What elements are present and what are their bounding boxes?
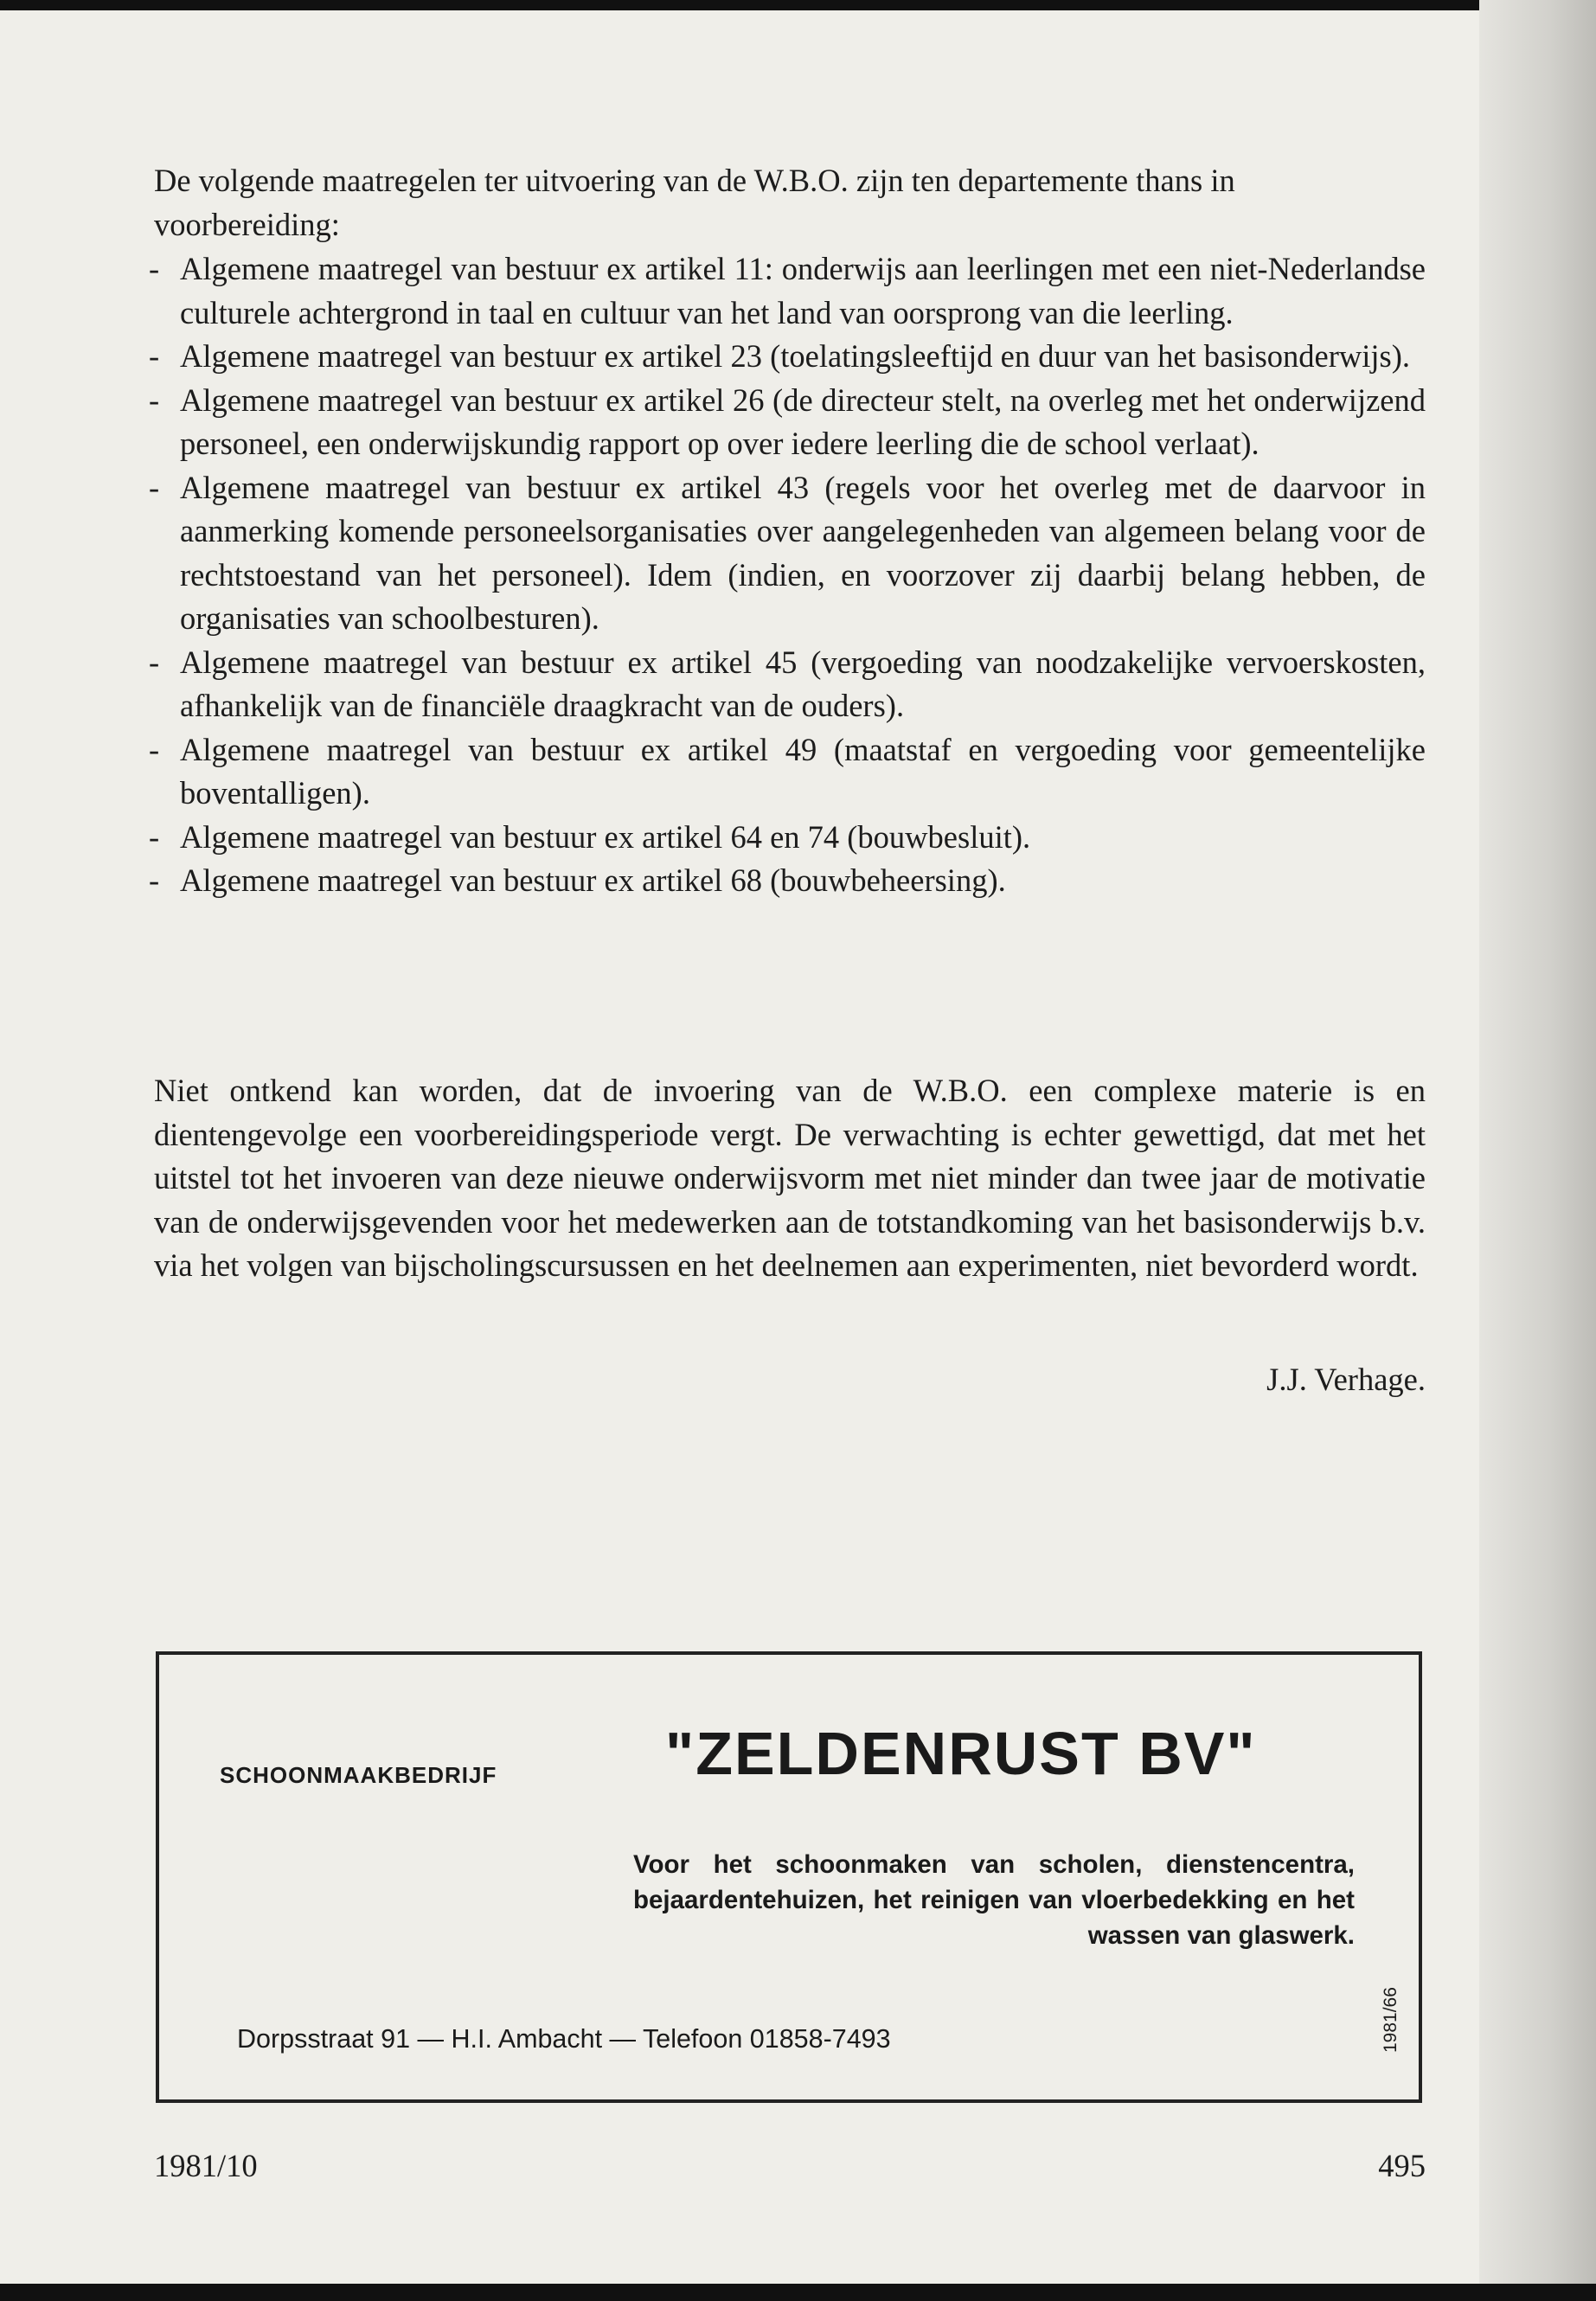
scan-bottom-edge — [0, 2284, 1596, 2301]
list-item-text: Algemene maatregel van bestuur ex artikel 23 (toelatingsleeftijd en duur van het basisonderwijs). — [180, 338, 1411, 374]
measures-list — [149, 247, 1426, 903]
list-item: - Algemene maatregel van bestuur ex artikel 26 (de directeur stelt, na overleg met het onderwijzend personeel, een onderwijskundig rapport op over iedere leerling die de school verlaat). — [149, 381, 1426, 461]
scan-top-edge — [0, 0, 1596, 10]
list-item-text: Algemene maatregel van bestuur ex artikel 64 en 74 (bouwbesluit). — [180, 818, 1031, 855]
page-number: 495 — [1378, 2148, 1426, 2183]
ad-code: 1981/66 — [1381, 1987, 1401, 2053]
list-item: - Algemene maatregel van bestuur ex artikel 11: onderwijs aan leerlingen met een niet-Nederlandse culturele achtergrond in taal en cultuur van het land van oorsprong van die leerling. — [149, 251, 1426, 330]
advertisement — [156, 1651, 1422, 2103]
list-item: - Algemene maatregel van bestuur ex artikel 68 (bouwbeheersing). — [149, 862, 1006, 898]
list-item: - Algemene maatregel van bestuur ex artikel 45 (vergoeding van noodzakelijke vervoerskosten, afhankelijk van de financiële draagkracht van de ouders). — [149, 644, 1426, 723]
scan-right-margin — [1479, 0, 1596, 2301]
list-item-text: Algemene maatregel van bestuur ex artikel 49 (maatstaf en vergoeding voor gemeentelijke boventalligen). — [180, 731, 1426, 811]
list-item: - Algemene maatregel van bestuur ex artikel 64 en 74 (bouwbesluit). — [149, 818, 1031, 855]
list-item: - Algemene maatregel van bestuur ex artikel 49 (maatstaf en vergoeding voor gemeentelijke boventalligen). — [149, 731, 1426, 811]
ad-contact-line: Dorpsstraat 91 — H.I. Ambacht — Telefoon 01858-7493 — [237, 2024, 891, 2054]
list-item: - Algemene maatregel van bestuur ex artikel 43 (regels voor het overleg met de daarvoor in aanmerking komende personeelsorganisaties over aangelegenheden van algemeen belang voor de rechtstoestand van het personeel). Idem (indien, en voorzover zij daarbij belang hebben, de organisaties van schoolbesturen). — [149, 469, 1426, 636]
list-item-text: Algemene maatregel van bestuur ex artikel 26 (de directeur stelt, na overleg met het onderwijzend personeel, een onderwijskundig rapport op over iedere leerling die de school verlaat). — [180, 381, 1426, 461]
list-item: - Algemene maatregel van bestuur ex artikel 23 (toelatingsleeftijd en duur van het basisonderwijs). — [149, 338, 1411, 374]
list-item-text: Algemene maatregel van bestuur ex artikel 43 (regels voor het overleg met de daarvoor in aanmerking komende personeelsorganisaties over aangelegenheden van algemeen belang voor de rechtstoestand van het personeel). Idem (indien, en voorzover zij daarbij belang hebben, de organisaties van schoolbesturen). — [180, 469, 1426, 636]
author-signature: J.J. Verhage. — [1266, 1362, 1426, 1397]
list-item-text: Algemene maatregel van bestuur ex artikel 11: onderwijs aan leerlingen met een niet-Nederlandse culturele achtergrond in taal en cultuur van het land van oorsprong van die leerling. — [180, 251, 1426, 330]
issue-number: 1981/10 — [154, 2148, 258, 2183]
ad-description: Voor het schoonmaken van scholen, dienstencentra, bejaardentehuizen, het reinigen van vloerbedekking en het wassen van glaswerk. — [633, 1850, 1355, 1950]
list-item-text: Algemene maatregel van bestuur ex artikel 45 (vergoeding van noodzakelijke vervoerskosten, afhankelijk van de financiële draagkracht van de ouders). — [180, 644, 1426, 723]
intro-paragraph: De volgende maatregelen ter uitvoering van de W.B.O. zijn ten departemente thans in voorbereiding: — [154, 163, 1235, 242]
closing-paragraph: Niet ontkend kan worden, dat de invoering van de W.B.O. een complexe materie is en dientengevolge een voorbereidingsperiode vergt. De verwachting is echter gewettigd, dat met het uitstel tot het invoeren van deze nieuwe onderwijsvorm met niet minder dan twee jaar de motivatie van de onderwijsgevenden voor het medewerken aan de totstandkoming van het basisonderwijs b.v. via het volgen van bijscholingscursussen en het deelnemen aan experimenten, niet bevorderd wordt. — [154, 1073, 1426, 1283]
list-item-text: Algemene maatregel van bestuur ex artikel 68 (bouwbeheersing). — [180, 862, 1006, 898]
ad-company-name: "ZELDENRUST BV" — [665, 1720, 1257, 1787]
ad-company-type: SCHOONMAAKBEDRIJF — [220, 1762, 497, 1788]
